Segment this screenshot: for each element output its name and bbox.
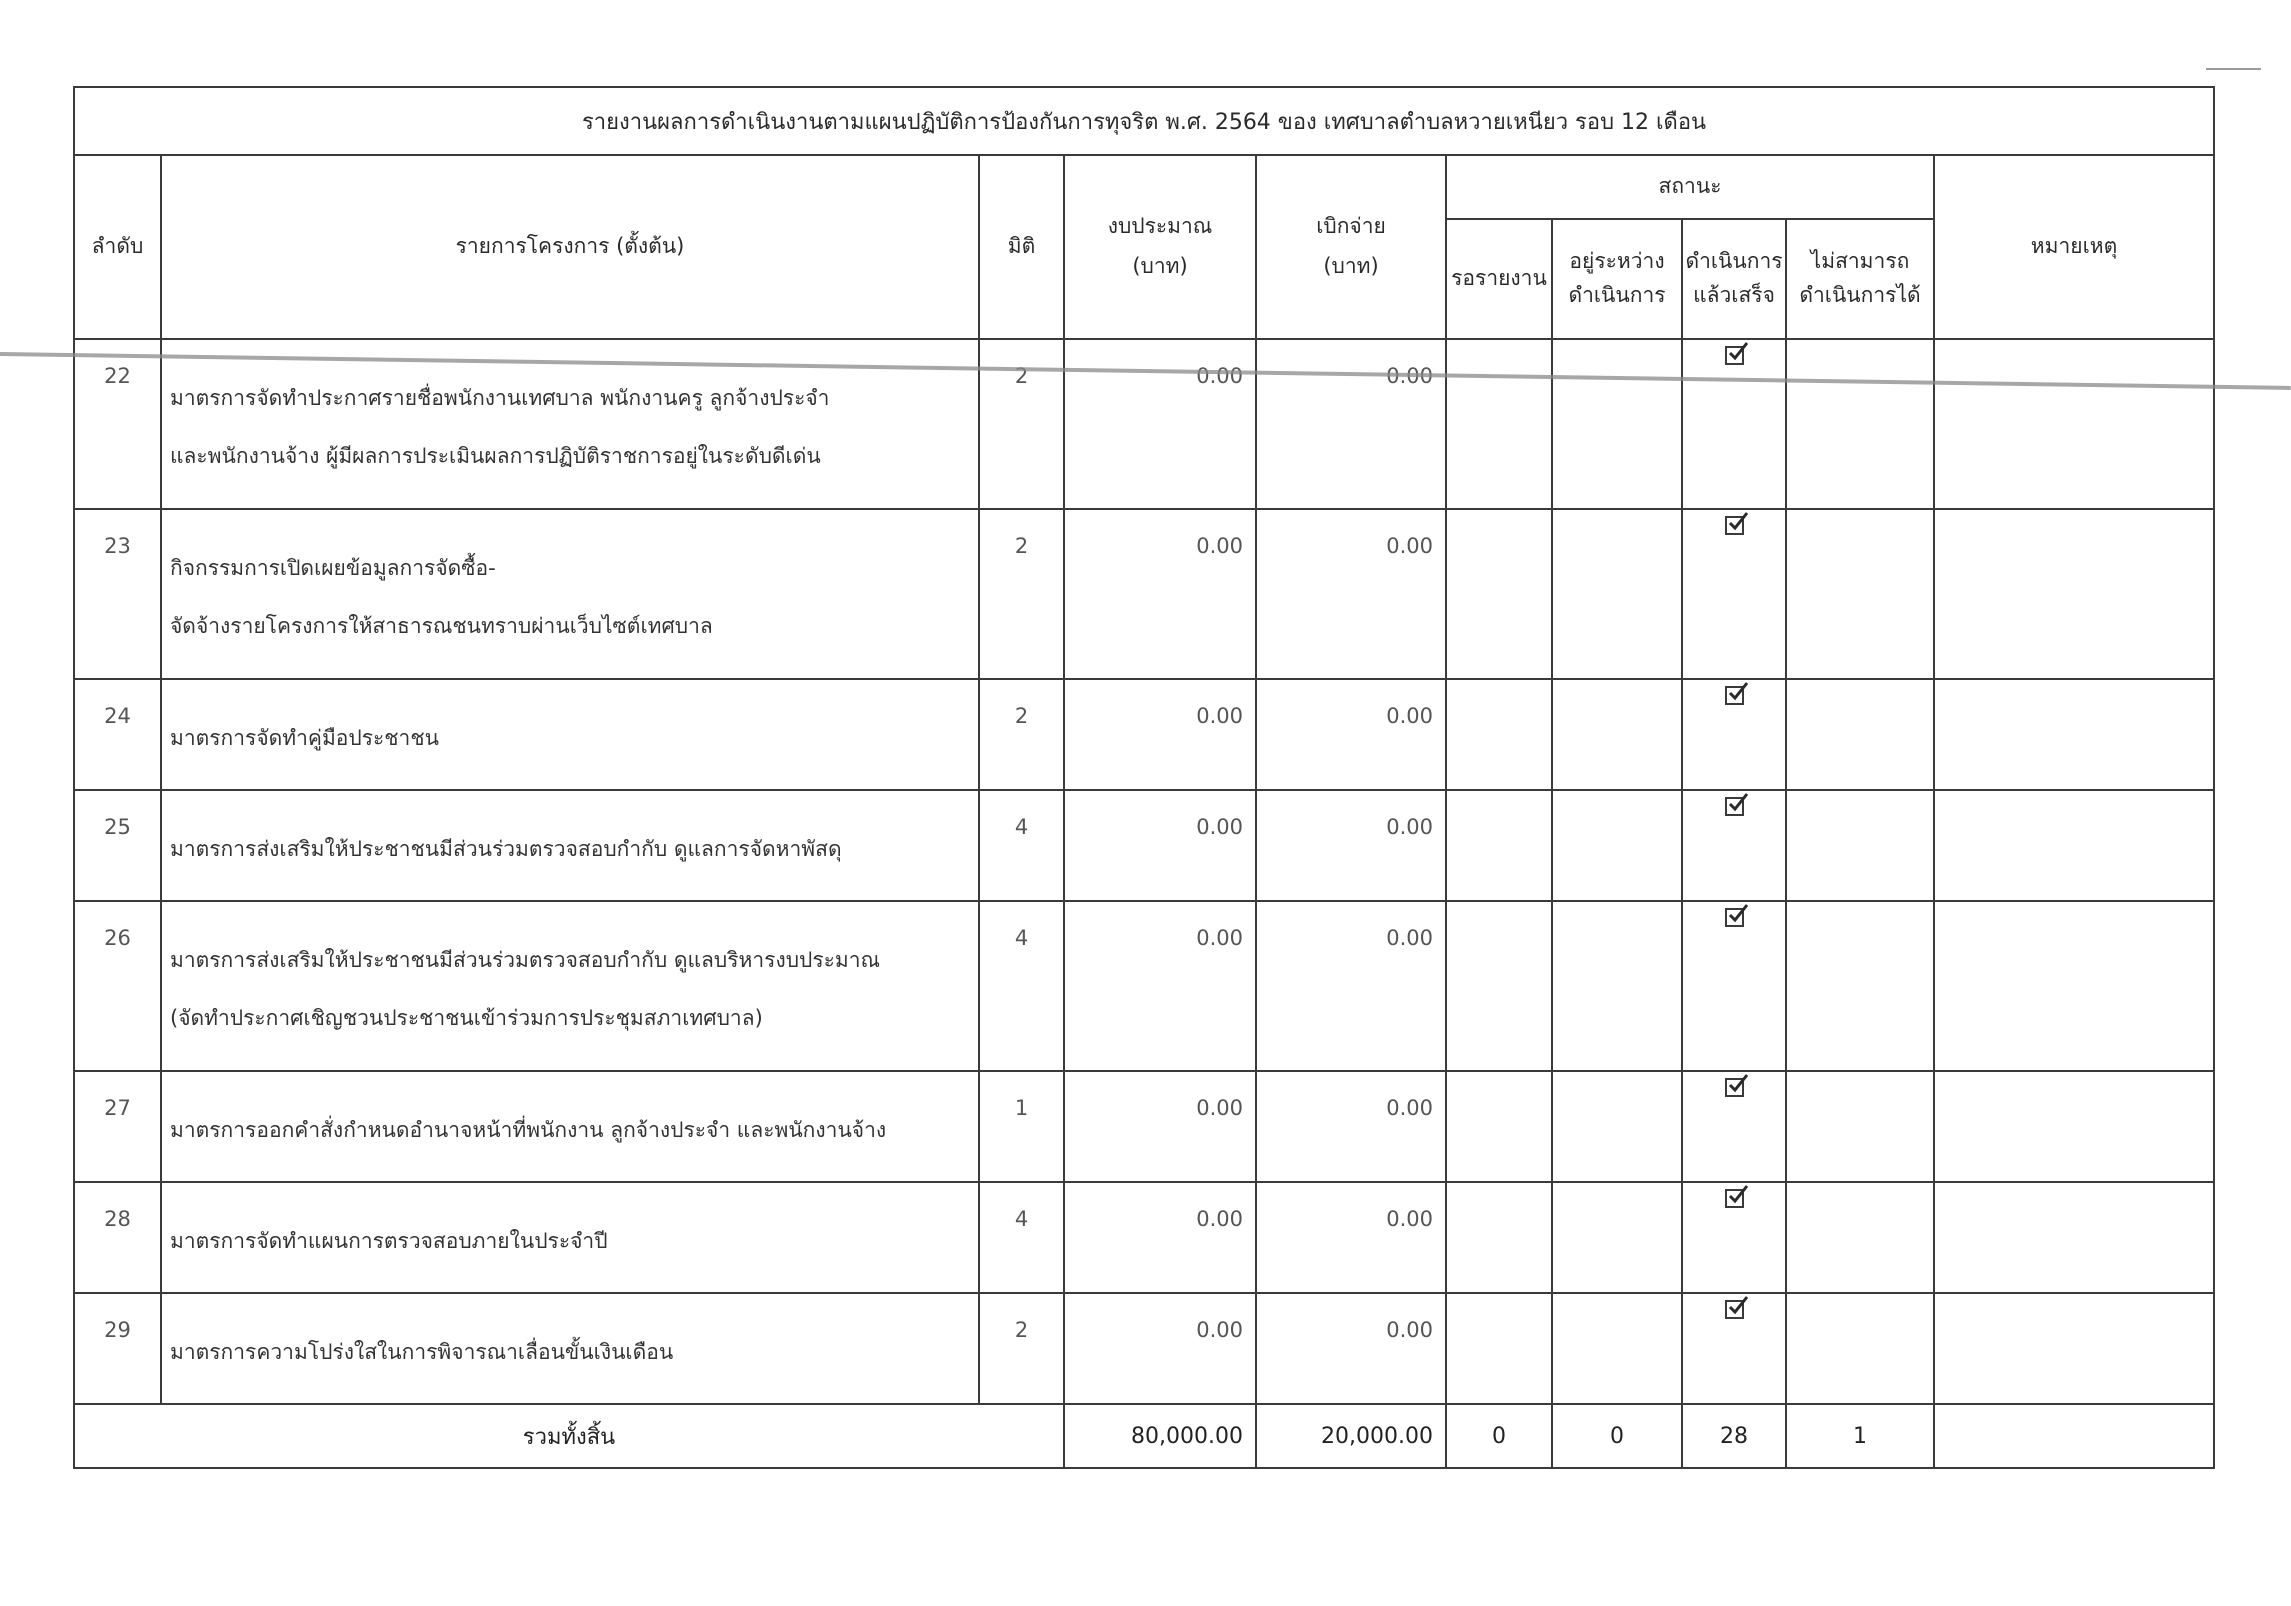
header-status-done-line2: แล้วเสร็จ — [1693, 283, 1775, 307]
remark-cell — [1934, 1071, 2214, 1182]
dimension-value: 4 — [979, 790, 1064, 901]
project-line: มาตรการส่งเสริมให้ประชาชนมีส่วนร่วมตรวจสอบกำกับ ดูแลการจัดหาพัสดุ — [170, 837, 842, 861]
remark-cell — [1934, 901, 2214, 1071]
project-line: จัดจ้างรายโครงการให้สาธารณชนทราบผ่านเว็บไซต์เทศบาล — [170, 613, 713, 638]
row-number: 23 — [74, 509, 161, 679]
checked-box-icon — [1725, 346, 1744, 365]
disbursed-value: 0.00 — [1256, 790, 1446, 901]
remark-cell — [1934, 679, 2214, 790]
header-disbursed — [1256, 155, 1446, 339]
project-line: มาตรการจัดทำแผนการตรวจสอบภายในประจำปี — [170, 1229, 608, 1253]
row-number: 22 — [74, 339, 161, 509]
total-inprogress: 0 — [1552, 1404, 1682, 1468]
header-status-inprogress-line2: ดำเนินการ — [1568, 283, 1666, 307]
status-inprogress-cell — [1552, 509, 1682, 679]
header-status-done-line1: ดำเนินการ — [1685, 249, 1783, 274]
dimension-value: 2 — [979, 339, 1064, 509]
status-done-cell — [1682, 1182, 1786, 1293]
checked-box-icon — [1725, 908, 1744, 927]
header-project: รายการโครงการ (ตั้งต้น) — [161, 155, 979, 339]
disbursed-value: 0.00 — [1256, 1182, 1446, 1293]
checked-box-icon — [1725, 516, 1744, 535]
status-waiting-cell — [1446, 509, 1552, 679]
project-line: มาตรการจัดทำประกาศรายชื่อพนักงานเทศบาล พนักงานครู ลูกจ้างประจำ — [170, 386, 830, 410]
total-remark — [1934, 1404, 2214, 1468]
table-row — [74, 790, 2214, 901]
total-label: รวมทั้งสิ้น — [74, 1404, 1064, 1468]
total-disbursed: 20,000.00 — [1256, 1404, 1446, 1468]
table-row — [74, 679, 2214, 790]
project-name — [161, 790, 979, 901]
total-row — [74, 1404, 2214, 1468]
status-waiting-cell — [1446, 339, 1552, 509]
dimension-value: 1 — [979, 1071, 1064, 1182]
remark-cell — [1934, 1182, 2214, 1293]
header-order: ลำดับ — [74, 155, 161, 339]
status-done-cell — [1682, 509, 1786, 679]
row-number: 27 — [74, 1071, 161, 1182]
status-inprogress-cell — [1552, 1071, 1682, 1182]
status-done-cell — [1682, 1071, 1786, 1182]
project-line: กิจกรรมการเปิดเผยข้อมูลการจัดซื้อ- — [170, 556, 496, 580]
disbursed-value: 0.00 — [1256, 901, 1446, 1071]
dimension-value: 2 — [979, 1293, 1064, 1404]
table-row — [74, 1182, 2214, 1293]
budget-value: 0.00 — [1064, 1293, 1256, 1404]
header-status-done — [1682, 219, 1786, 339]
dimension-value: 2 — [979, 509, 1064, 679]
dimension-value: 2 — [979, 679, 1064, 790]
checked-box-icon — [1725, 797, 1744, 816]
status-inprogress-cell — [1552, 790, 1682, 901]
budget-value: 0.00 — [1064, 901, 1256, 1071]
header-status-unable-line1: ไม่สามารถ — [1810, 249, 1910, 274]
project-name — [161, 679, 979, 790]
status-unable-cell — [1786, 901, 1934, 1071]
table-row — [74, 901, 2214, 1071]
project-line: มาตรการความโปร่งใสในการพิจารณาเลื่อนขั้นเงินเดือน — [170, 1340, 674, 1364]
project-line: และพนักงานจ้าง ผู้มีผลการประเมินผลการปฏิบัติราชการอยู่ในระดับดีเด่น — [170, 443, 821, 468]
dimension-value: 4 — [979, 901, 1064, 1071]
status-inprogress-cell — [1552, 339, 1682, 509]
status-waiting-cell — [1446, 679, 1552, 790]
header-dimension: มิติ — [979, 155, 1064, 339]
status-unable-cell — [1786, 679, 1934, 790]
status-waiting-cell — [1446, 790, 1552, 901]
remark-cell — [1934, 1293, 2214, 1404]
status-unable-cell — [1786, 790, 1934, 901]
project-line: (จัดทำประกาศเชิญชวนประชาชนเข้าร่วมการประชุมสภาเทศบาล) — [170, 1005, 763, 1030]
status-done-cell — [1682, 901, 1786, 1071]
report-title: รายงานผลการดำเนินงานตามแผนปฏิบัติการป้องกันการทุจริต พ.ศ. 2564 ของ เทศบาลตำบลหวายเหนียว รอบ 12 เดือน — [74, 87, 2214, 155]
header-remark: หมายเหตุ — [1934, 155, 2214, 339]
status-unable-cell — [1786, 1182, 1934, 1293]
disbursed-value: 0.00 — [1256, 509, 1446, 679]
disbursed-value: 0.00 — [1256, 679, 1446, 790]
checked-box-icon — [1725, 686, 1744, 705]
header-disbursed-line1: เบิกจ่าย — [1316, 214, 1386, 239]
header-status: สถานะ — [1446, 155, 1934, 219]
table-row — [74, 1293, 2214, 1404]
status-done-cell — [1682, 790, 1786, 901]
budget-value: 0.00 — [1064, 790, 1256, 901]
project-name — [161, 1071, 979, 1182]
row-number: 25 — [74, 790, 161, 901]
total-budget: 80,000.00 — [1064, 1404, 1256, 1468]
header-budget-line2: (บาท) — [1132, 254, 1188, 278]
project-name — [161, 509, 979, 679]
header-status-unable-line2: ดำเนินการได้ — [1799, 283, 1921, 307]
total-done: 28 — [1682, 1404, 1786, 1468]
header-disbursed-line2: (บาท) — [1323, 254, 1379, 278]
status-unable-cell — [1786, 509, 1934, 679]
row-number: 26 — [74, 901, 161, 1071]
project-name — [161, 901, 979, 1071]
header-budget — [1064, 155, 1256, 339]
status-unable-cell — [1786, 1071, 1934, 1182]
header-status-inprogress — [1552, 219, 1682, 339]
status-inprogress-cell — [1552, 1293, 1682, 1404]
status-inprogress-cell — [1552, 901, 1682, 1071]
budget-value: 0.00 — [1064, 1071, 1256, 1182]
budget-value: 0.00 — [1064, 679, 1256, 790]
table-row — [74, 339, 2214, 509]
status-waiting-cell — [1446, 1182, 1552, 1293]
row-number: 28 — [74, 1182, 161, 1293]
remark-cell — [1934, 790, 2214, 901]
project-name — [161, 1293, 979, 1404]
status-unable-cell — [1786, 339, 1934, 509]
budget-value: 0.00 — [1064, 339, 1256, 509]
dimension-value: 4 — [979, 1182, 1064, 1293]
disbursed-value: 0.00 — [1256, 1071, 1446, 1182]
status-done-cell — [1682, 679, 1786, 790]
header-budget-line1: งบประมาณ — [1107, 214, 1213, 239]
scan-mark — [2206, 68, 2261, 70]
checked-box-icon — [1725, 1189, 1744, 1208]
report-table — [73, 86, 2215, 1469]
project-line: มาตรการส่งเสริมให้ประชาชนมีส่วนร่วมตรวจสอบกำกับ ดูแลบริหารงบประมาณ — [170, 948, 881, 972]
status-waiting-cell — [1446, 901, 1552, 1071]
checked-box-icon — [1725, 1300, 1744, 1319]
row-number: 24 — [74, 679, 161, 790]
status-waiting-cell — [1446, 1071, 1552, 1182]
status-unable-cell — [1786, 1293, 1934, 1404]
project-line: มาตรการจัดทำคู่มือประชาชน — [170, 726, 439, 750]
status-waiting-cell — [1446, 1293, 1552, 1404]
table-row — [74, 1071, 2214, 1182]
checked-box-icon — [1725, 1078, 1744, 1097]
project-name — [161, 1182, 979, 1293]
disbursed-value — [1256, 339, 1446, 509]
remark-cell — [1934, 509, 2214, 679]
remark-cell — [1934, 339, 2214, 509]
header-status-inprogress-line1: อยู่ระหว่าง — [1569, 249, 1665, 274]
row-number: 29 — [74, 1293, 161, 1404]
project-line: มาตรการออกคำสั่งกำหนดอำนาจหน้าที่พนักงาน ลูกจ้างประจำ และพนักงานจ้าง — [170, 1118, 887, 1142]
budget-value: 0.00 — [1064, 1182, 1256, 1293]
status-done-cell — [1682, 339, 1786, 509]
disbursed-value: 0.00 — [1256, 1293, 1446, 1404]
header-status-unable — [1786, 219, 1934, 339]
total-waiting: 0 — [1446, 1404, 1552, 1468]
status-inprogress-cell — [1552, 1182, 1682, 1293]
table-row — [74, 509, 2214, 679]
budget-value: 0.00 — [1064, 509, 1256, 679]
status-done-cell — [1682, 1293, 1786, 1404]
total-unable: 1 — [1786, 1404, 1934, 1468]
status-inprogress-cell — [1552, 679, 1682, 790]
header-status-waiting: รอรายงาน — [1446, 219, 1552, 339]
